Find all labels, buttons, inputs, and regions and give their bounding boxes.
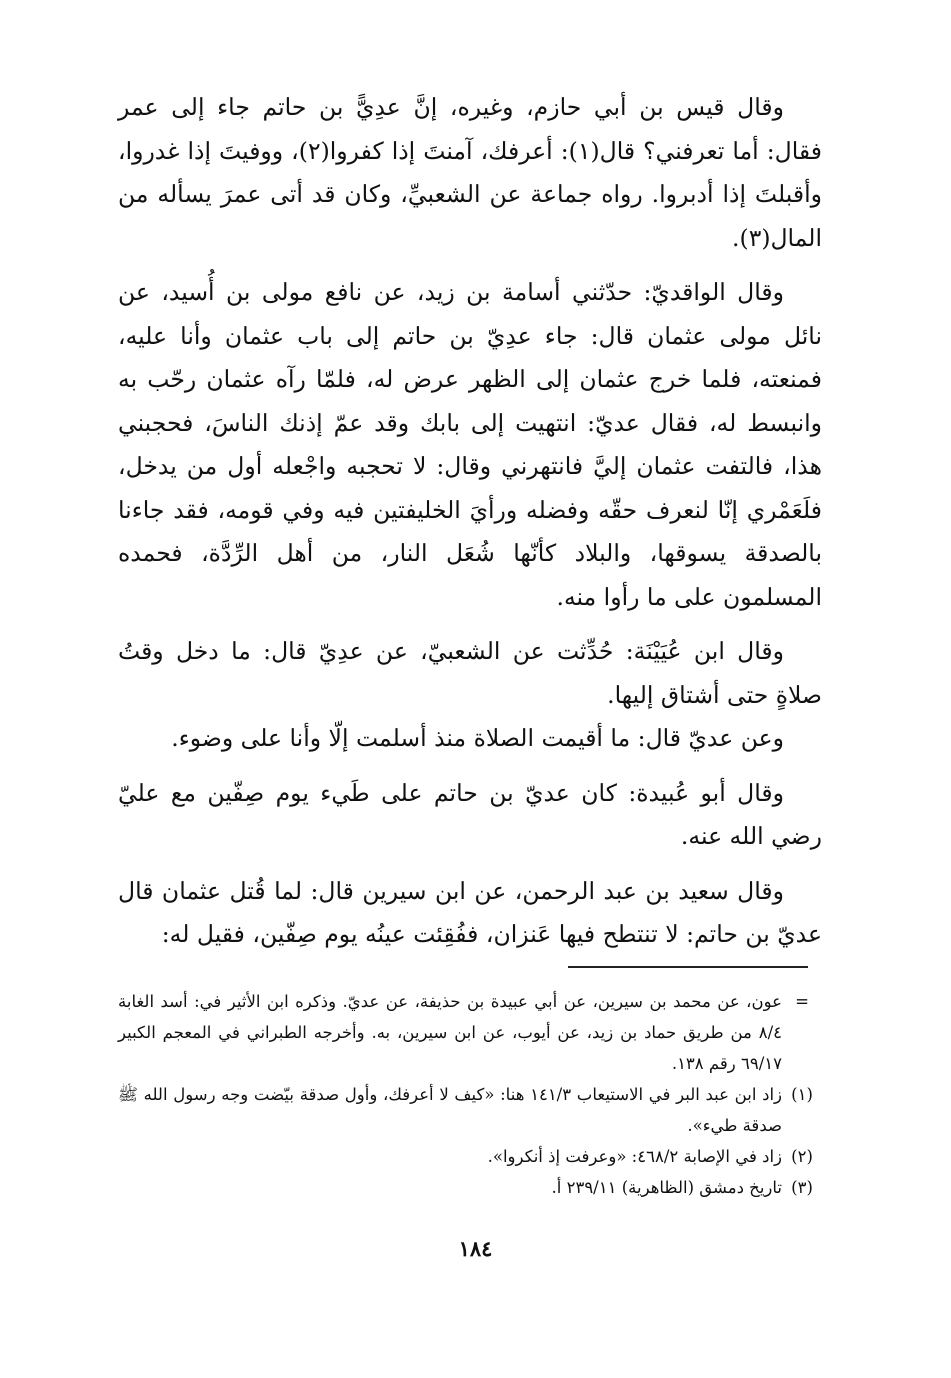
- paragraph-qays: وقال قيس بن أبي حازم، وغيره، إنَّ عدِيًّ بن حاتم جاء إلى عمر فقال: أما تعرفني؟ قال(١): أعرفك، آمنتَ إذا كفروا(٢)، ووفيتَ إذا غدروا، وأقبلتَ إذا أدبروا. رواه جماعة عن الشعبيِّ، وكان قد أتى عمرَ يسأله من المال(٣).: [118, 93, 822, 252]
- footnote-2: [118, 1141, 822, 1172]
- page-number: ١٨٤: [458, 1236, 493, 1261]
- footnote-continued: [118, 986, 822, 1079]
- footnote-marker: (١): [791, 1085, 813, 1104]
- footnote-marker: (٢): [791, 1147, 813, 1166]
- footnote-text: زاد في الإصابة ٤٦٨/٢: «وعرفت إذ أنكروا».: [487, 1147, 782, 1166]
- main-text: [118, 86, 822, 957]
- paragraph-ibn-sirin: وقال سعيد بن عبد الرحمن، عن ابن سيرين قال: لما قُتل عثمان قال عديّ بن حاتم: لا تنتطح فيها عَنزان، ففُقِئت عينُه يوم صِفّين، فقيل له:: [118, 876, 822, 948]
- paragraph-ibn-uyaynah: وقال ابن عُيَيْنَة: حُدِّثت عن الشعبيّ، عن عدِيّ قال: ما دخل وقتُ صلاةٍ حتى أشتاق إليها.: [118, 637, 822, 709]
- footnote-marker: (٣): [791, 1178, 813, 1197]
- footnote-text: زاد ابن عبد البر في الاستيعاب ١٤١/٣ هنا: «كيف لا أعرفك، وأول صدقة بيّضت وجه رسول الله ﷺ صدقة طيء».: [118, 1085, 782, 1135]
- paragraph-wudu: وعن عديّ قال: ما أقيمت الصلاة منذ أسلمت إلّا وأنا على وضوء.: [171, 724, 784, 752]
- footnote-marker: =: [795, 992, 809, 1011]
- footnote-1: [118, 1079, 822, 1141]
- paragraph-abu-ubaydah: وقال أبو عُبيدة: كان عديّ بن حاتم على طَيء يوم صِفّين مع عليّ رضي الله عنه.: [118, 778, 822, 850]
- footnotes: [118, 986, 822, 1203]
- paragraph-waqidi: وقال الواقديّ: حدّثني أسامة بن زيد، عن نافع مولى بن أُسيد، عن نائل مولى عثمان قال: جاء عدِيّ بن حاتم إلى باب عثمان وأنا عليه، فمنعته، فلما خرج عثمان إلى الظهر عرض له، فلمّا رآه عثمان رحّب به وانبسط له، فقال عديّ: انتهيت إلى بابك وقد عمّ إذنك الناسَ، فحجبني هذا، فالتفت عثمان إليَّ فانتهرني وقال: لا تحجبه واجْعله أول من يدخل، فلَعَمْري إنّا لنعرف حقّه وفضله ورأيَ الخليفتين فيه وفي قومه، فقد جاءنا بالصدقة يسوقها، والبلاد كأنّها شُعَل النار، من أهل الرِّدَّة، فحمده المسلمون على ما رأوا منه.: [118, 278, 822, 611]
- footnote-3: [118, 1172, 822, 1203]
- footnote-text: عون، عن محمد بن سيرين، عن أبي عبيدة بن حذيفة، عن عديّ. وذكره ابن الأثير في: أسد الغابة ٨/٤ من طريق حماد بن زيد، عن أيوب، عن ابن سيرين، به. وأخرجه الطبراني في المعجم الكبير ٦٩/١٧ رقم ١٣٨.: [118, 992, 782, 1073]
- footnote-text: تاريخ دمشق (الظاهرية) ٢٣٩/١١ أ.: [551, 1178, 782, 1197]
- footnote-separator: [568, 966, 808, 968]
